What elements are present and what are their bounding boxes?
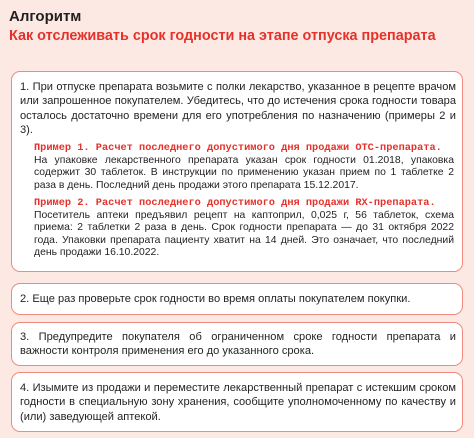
panel-subtitle: Как отслеживать срок годности на этапе отпуска препарата xyxy=(9,28,436,44)
example-1 xyxy=(34,142,454,192)
panel-title: Алгоритм xyxy=(9,8,82,25)
step-card-2 xyxy=(11,283,463,315)
example-2 xyxy=(34,197,454,260)
step-3-text: 3. Предупредите покупателя об ограниченном сроке годности препарата и важности контроля применения его до указанного срока. xyxy=(20,331,456,358)
example-1-body: На упаковке лекарственного препарата указан срок годности 01.2018, упаковка содержит 30 таблеток. В инструкции по применению указан прием по 1 таблетке 2 раза в день. Последний день продажи этого препарата 15.12.2017. xyxy=(34,154,454,191)
panel-header xyxy=(0,0,474,52)
step-card-1 xyxy=(11,71,463,272)
example-2-title: Пример 2. Расчет последнего допустимого дня продажи RX-препарата. xyxy=(34,197,436,209)
step-card-4 xyxy=(11,372,463,432)
step-4-text: 4. Изымите из продажи и переместите лекарственный препарат с истекшим сроком годности в специальную зону хранения, сообщите уполномоченному по качеству и (или) заведующей аптекой. xyxy=(20,382,456,423)
step-1-text: 1. При отпуске препарата возьмите с полки лекарство, указанное в рецепте врачом или запрошенное покупателем. Убедитесь, что до истечения срока годности товара осталось достаточно времени для его употребления по назначению (примеры 2 и 3). xyxy=(20,81,456,136)
example-1-title: Пример 1. Расчет последнего допустимого дня продажи ОТС-препарата. xyxy=(34,142,442,154)
step-2-text: 2. Еще раз проверьте срок годности во время оплаты покупателем покупки. xyxy=(20,293,411,305)
step-card-3 xyxy=(11,322,463,366)
example-2-body: Посетитель аптеки предъявил рецепт на каптоприл, 0,025 г, 56 таблеток, схема приема: 2 таблетки 2 раза в день. Срок годности препарата — до 31 октября 2022 года. Упаковки препарата пациенту хватит на 14 дней. Это означает, что последний день продажи 16.10.2022. xyxy=(34,209,454,259)
